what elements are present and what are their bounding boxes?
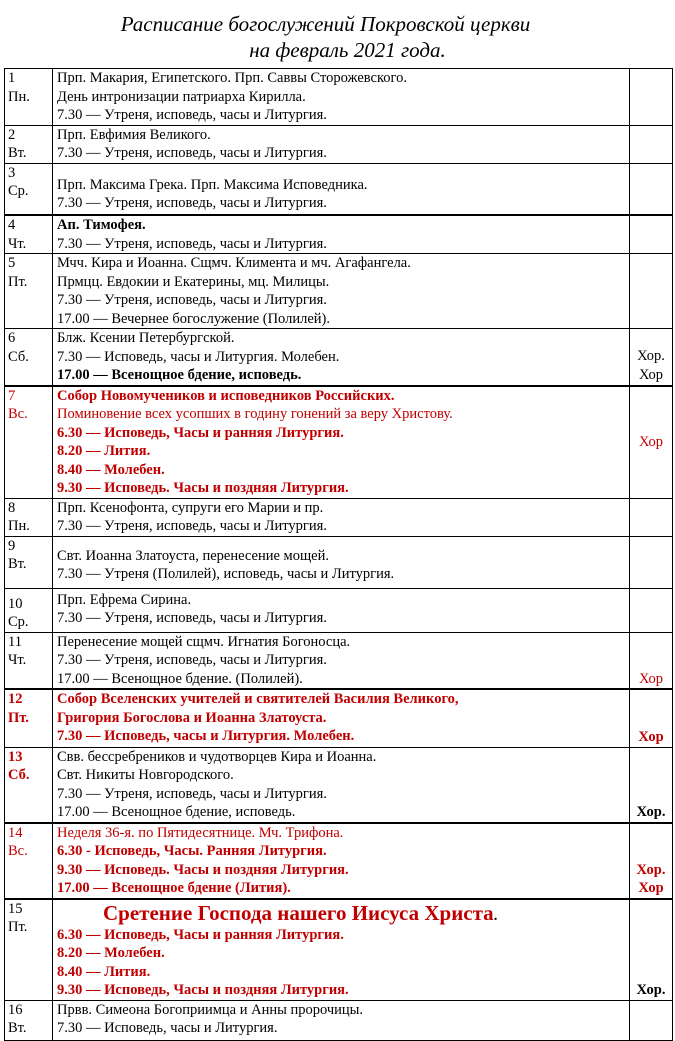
table-row bbox=[5, 689, 673, 747]
choir-cell: Хор. Хор bbox=[630, 823, 673, 899]
date-cell: 3 Ср. bbox=[5, 163, 53, 215]
choir-cell bbox=[630, 125, 673, 163]
service-cell: Собор Новомучеников и исповедников Российских. Поминовение всех усопших в годину гонений за веру Христову. 6.30 — Исповедь, Часы и ранняя Литургия. 8.20 — Лития. 8.40 — Молебен. 9.30 — Исповедь. Часы и поздняя Литургия. bbox=[53, 386, 630, 499]
table-row bbox=[5, 125, 673, 163]
table-row bbox=[5, 329, 673, 386]
choir-cell bbox=[630, 254, 673, 329]
choir-cell: Хор. bbox=[630, 747, 673, 823]
choir-cell: Хор bbox=[630, 632, 673, 689]
table-row bbox=[5, 588, 673, 632]
table-row bbox=[5, 69, 673, 126]
service-cell: Прп. Макария, Египетского. Прп. Саввы Сторожевского. День интронизации патриарха Кирилла. 7.30 — Утреня, исповедь, часы и Литургия. bbox=[53, 69, 630, 126]
service-cell: Неделя 36-я. по Пятидесятнице. Мч. Трифона. 6.30 - Исповедь, Часы. Ранняя Литургия. 9.30 — Исповедь. Часы и поздняя Литургия. 17.00 — Всенощное бдение (Лития). bbox=[53, 823, 630, 899]
service-cell: Прп. Евфимия Великого. 7.30 — Утреня, исповедь, часы и Литургия. bbox=[53, 125, 630, 163]
table-row bbox=[5, 498, 673, 536]
table-row bbox=[5, 254, 673, 329]
date-cell: 5 Пт. bbox=[5, 254, 53, 329]
choir-cell bbox=[630, 1000, 673, 1040]
choir-cell: Хор bbox=[630, 689, 673, 747]
service-cell: Свт. Иоанна Златоуста, перенесение мощей. 7.30 — Утреня (Полилей), исповедь, часы и Литургия. bbox=[53, 536, 630, 588]
table-row bbox=[5, 163, 673, 215]
date-cell: 6 Сб. bbox=[5, 329, 53, 386]
table-row bbox=[5, 747, 673, 823]
date-cell: 2 Вт. bbox=[5, 125, 53, 163]
choir-cell bbox=[630, 588, 673, 632]
service-cell: Ап. Тимофея. 7.30 — Утреня, исповедь, часы и Литургия. bbox=[53, 215, 630, 254]
choir-cell bbox=[630, 69, 673, 126]
date-cell: 4 Чт. bbox=[5, 215, 53, 254]
service-cell: Мчч. Кира и Иоанна. Сщмч. Климента и мч. Агафангела. Прмцц. Евдокии и Екатерины, мц. Милицы. 7.30 — Утреня, исповедь, часы и Литургия. 17.00 — Вечернее богослужение (Полилей). bbox=[53, 254, 630, 329]
date-cell: 12 Пт. bbox=[5, 689, 53, 747]
date-cell: 11 Чт. bbox=[5, 632, 53, 689]
date-cell: 1 Пн. bbox=[5, 69, 53, 126]
service-cell: Прп. Ефрема Сирина. 7.30 — Утреня, исповедь, часы и Литургия. bbox=[53, 588, 630, 632]
service-cell: Блж. Ксении Петербургской. 7.30 — Исповедь, часы и Литургия. Молебен. 17.00 — Всенощное бдение, исповедь. bbox=[53, 329, 630, 386]
service-cell: Собор Вселенских учителей и святителей Василия Великого, Григория Богослова и Иоанна Златоуста. 7.30 — Исповедь, часы и Литургия. Молебен. bbox=[53, 689, 630, 747]
service-cell: Перенесение мощей сщмч. Игнатия Богоносца. 7.30 — Утреня, исповедь, часы и Литургия. 17.00 — Всенощное бдение. (Полилей). bbox=[53, 632, 630, 689]
table-row bbox=[5, 899, 673, 1001]
table-row bbox=[5, 386, 673, 499]
choir-cell bbox=[630, 163, 673, 215]
date-cell: 15 Пт. bbox=[5, 899, 53, 1001]
date-cell: 13 Сб. bbox=[5, 747, 53, 823]
table-row bbox=[5, 536, 673, 588]
date-cell: 7 Вс. bbox=[5, 386, 53, 499]
choir-cell: Хор. Хор bbox=[630, 329, 673, 386]
service-cell: Прп. Ксенофонта, супруги его Марии и пр. 7.30 — Утреня, исповедь, часы и Литургия. bbox=[53, 498, 630, 536]
choir-cell bbox=[630, 498, 673, 536]
choir-cell bbox=[630, 536, 673, 588]
choir-cell bbox=[630, 215, 673, 254]
title-line-1: Расписание богослужений Покровской церкви bbox=[120, 12, 531, 36]
date-cell: 8 Пн. bbox=[5, 498, 53, 536]
schedule-table bbox=[4, 68, 673, 1041]
date-cell: 10 Ср. bbox=[5, 588, 53, 632]
date-cell: 16 Вт. bbox=[5, 1000, 53, 1040]
table-row bbox=[5, 1000, 673, 1040]
date-cell: 9 Вт. bbox=[5, 536, 53, 588]
service-cell: Сретение Господа нашего Иисуса Христа. 6.30 — Исповедь, Часы и ранняя Литургия. 8.20 — Молебен. 8.40 — Лития. 9.30 — Исповедь, Часы и поздняя Литургия. bbox=[53, 899, 630, 1001]
title-line-2: на февраль 2021 года. bbox=[249, 38, 446, 62]
table-row bbox=[5, 215, 673, 254]
service-cell: Прп. Максима Грека. Прп. Максима Исповедника. 7.30 — Утреня, исповедь, часы и Литургия. bbox=[53, 163, 630, 215]
choir-cell: Хор bbox=[630, 386, 673, 499]
table-row bbox=[5, 823, 673, 899]
table-row bbox=[5, 632, 673, 689]
service-cell: Свв. бессребреников и чудотворцев Кира и Иоанна. Свт. Никиты Новгородского. 7.30 — Утреня, исповедь, часы и Литургия. 17.00 — Всенощное бдение, исповедь. bbox=[53, 747, 630, 823]
date-cell: 14 Вс. bbox=[5, 823, 53, 899]
choir-cell: Хор. bbox=[630, 899, 673, 1001]
service-cell: Првв. Симеона Богоприимца и Анны пророчицы. 7.30 — Исповедь, часы и Литургия. bbox=[53, 1000, 630, 1040]
